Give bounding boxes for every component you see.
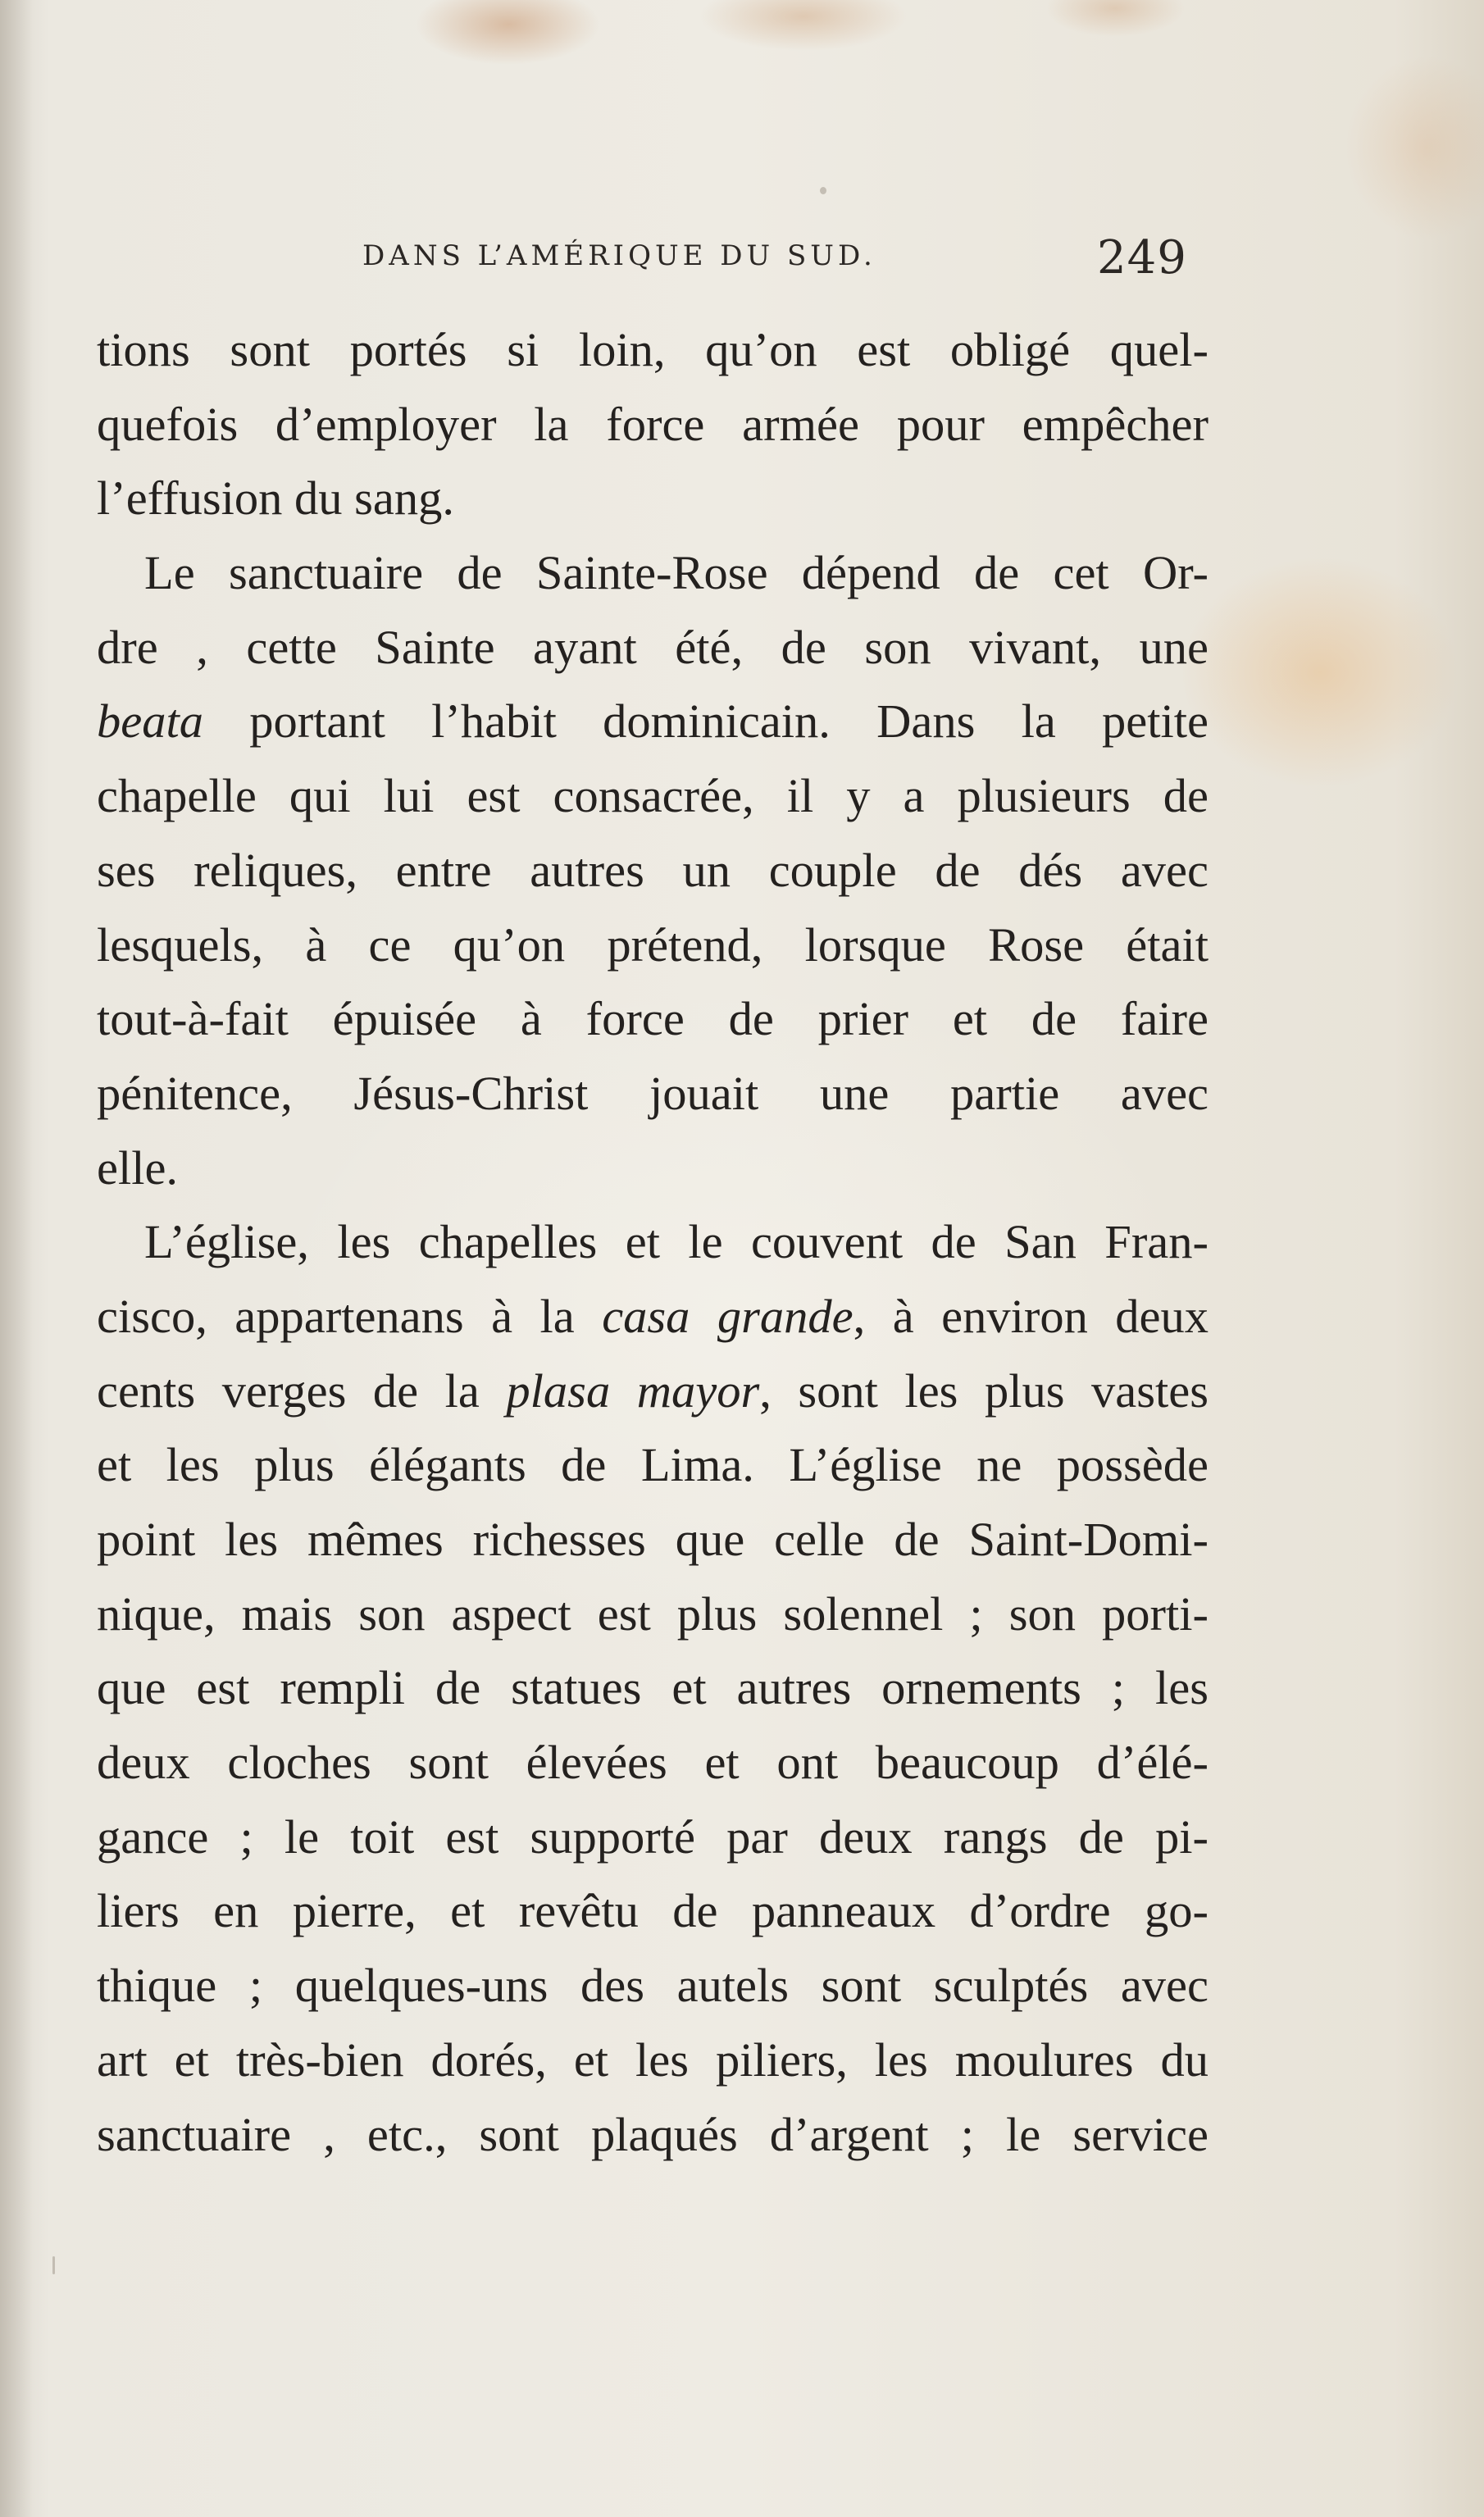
body-text [97,313,1209,2172]
text-run: que est rempli de statues et autres ornements ; les [97,1661,1209,1715]
running-head-title: DANS L’AMÉRIQUE DU SUD. [362,239,876,272]
text-run: chapelle qui lui est consacrée, il y a plusieurs de [97,769,1209,823]
text-run: et les plus élégants de Lima. L’église ne possède [97,1438,1209,1492]
text-run: Le sanctuaire de Sainte-Rose dépend de cet Or- [144,546,1209,600]
text-line [97,1503,1209,1577]
text-line [97,1949,1209,2023]
text-run: point les mêmes richesses que celle de Saint-Domi- [97,1513,1209,1566]
text-line [97,1280,1209,1354]
text-run: tions sont portés si loin, qu’on est obligé quel- [97,323,1209,376]
text-run: l’effusion du sang. [97,471,454,526]
text-run: elle. [97,1140,179,1195]
text-run: deux cloches sont élevées et ont beaucoup d’élé- [97,1736,1209,1790]
text-run: gance ; le toit est supporté par deux rangs de pi- [97,1809,1209,1864]
text-run: ses reliques, entre autres un couple de dés avec [97,843,1209,897]
text-line [97,1577,1209,1652]
text-run: dre , cette Sainte ayant été, de son vivant, une [97,620,1209,674]
text-line [97,2023,1209,2098]
paragraph-start-line [97,1205,1209,1280]
text-line [97,1874,1209,1949]
text-line [97,834,1209,908]
text-line [97,1726,1209,1800]
text-run: nique, mais son aspect est plus solennel ; son porti- [97,1586,1209,1641]
text-line [97,388,1209,462]
text-run: L’église, les chapelles et le couvent de San Fran- [144,1215,1209,1269]
text-run: tout-à-fait épuisée à force de prier et de faire [97,992,1209,1046]
text-run: cents verges de la [97,1363,507,1418]
text-run: liers en pierre, et revêtu de panneaux d’ordre go- [97,1884,1209,1938]
text-line [97,1131,1209,1206]
text-run: cisco, appartenans à la [97,1289,603,1343]
text-run: , à environ deux [853,1289,1209,1343]
italic-text-run: plasa mayor [506,1363,760,1418]
text-line [97,1800,1209,1875]
page-gutter-shadow [0,0,33,2517]
text-run: thique ; quelques-uns des autels sont sculptés avec [97,1959,1209,2013]
text-line [97,759,1209,834]
text-line [97,1354,1209,1429]
text-line [97,1428,1209,1503]
text-line [97,1057,1209,1131]
text-line [97,611,1209,685]
text-run: portant l’habit dominicain. Dans la petite [203,694,1209,749]
running-head [0,231,1484,297]
text-line [97,685,1209,759]
text-run: lesquels, à ce qu’on prétend, lorsque Rose était [97,917,1209,972]
text-line [97,2098,1209,2173]
text-run: pénitence, Jésus-Christ jouait une partie avec [97,1066,1209,1120]
ink-speck [52,2256,55,2274]
paragraph-start-line [97,536,1209,611]
italic-text-run: casa grande [602,1289,854,1343]
text-line [97,313,1209,388]
text-run: art et très-bien dorés, et les piliers, les moulures du [97,2032,1209,2087]
italic-text-run: beata [97,694,203,749]
text-line [97,982,1209,1057]
text-line [97,462,1209,536]
text-run: quefois d’employer la force armée pour empêcher [97,397,1209,451]
text-line [97,1651,1209,1726]
text-line [97,908,1209,983]
ink-speck [820,187,826,194]
text-run: sanctuaire , etc., sont plaqués d’argent ; le service [97,2107,1209,2161]
page-number: 249 [1097,231,1187,284]
text-run: , sont les plus vastes [759,1363,1209,1418]
